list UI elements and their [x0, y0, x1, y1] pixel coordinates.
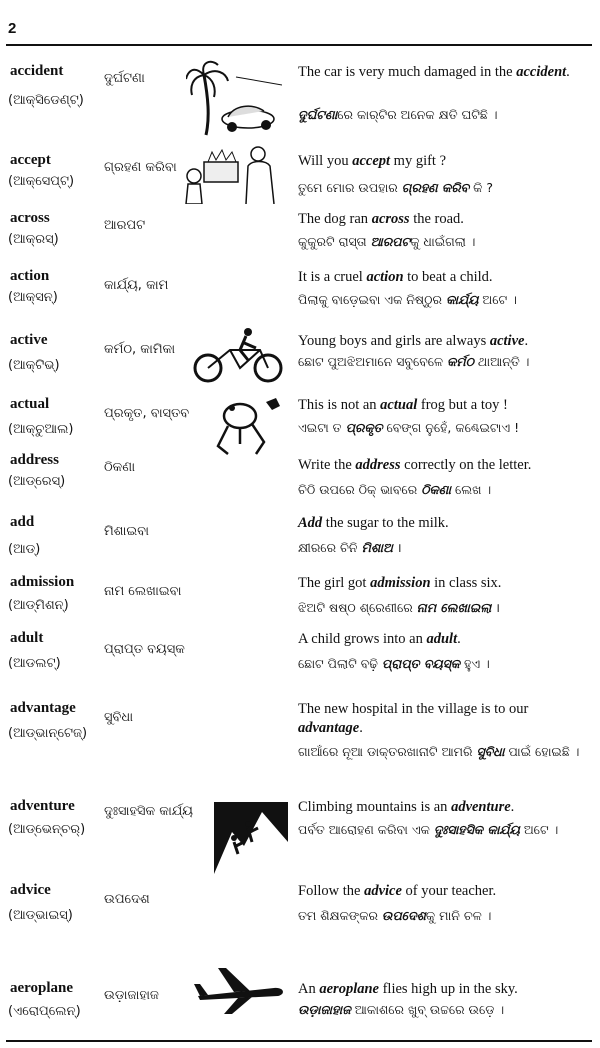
odia-meaning: ସୁବିଧା: [104, 710, 134, 725]
odia-example: ଛୋଟ ପିଲାଟି ବଢ଼ି ପ୍ରାପ୍ତ ବୟସ୍କ ହୁଏ ।: [298, 656, 490, 671]
odia-keyword: ଠିକଣା: [421, 482, 452, 497]
odia-meaning: ନାମ ଲେଖାଇବା: [104, 584, 182, 599]
keyword: Add: [298, 515, 323, 531]
keyword: actual: [380, 397, 418, 413]
odia-example: ଗାଆଁରେ ନୂଆ ଡାକ୍ତରଖାନାଟି ଆମରି ସୁବିଧା ପାଇଁ ହୋଇଛି ।: [298, 744, 580, 759]
headword: across: [10, 210, 50, 226]
pronunciation: (ଆକ୍‌ସେପ୍ଟ୍): [8, 174, 75, 189]
english-example: It is a cruel action to beat a child.: [298, 269, 493, 285]
odia-keyword: ଗ୍ରହଣ କରିବ: [401, 180, 470, 195]
odia-example: ତୁମେ ମୋର ଉପହାର ଗ୍ରହଣ କରିବ କି ?: [298, 180, 493, 195]
headword: adult: [10, 630, 44, 646]
english-example: Will you accept my gift ?: [298, 153, 447, 169]
odia-meaning: କାର୍ଯ୍ୟ, କାମ: [104, 278, 169, 293]
gift-giving-icon: [182, 146, 282, 204]
keyword: advice: [364, 883, 402, 899]
odia-meaning: ଗ୍ରହଣ କରିବା: [104, 160, 177, 175]
odia-keyword: ଉପଦେଶ: [381, 908, 426, 923]
odia-keyword: ଦୁର୍ଘଟଣା: [298, 107, 338, 122]
pronunciation: (ଆକ୍‌ସନ୍): [8, 290, 58, 305]
odia-example: ଦୁର୍ଘଟଣାରେ କାର୍‌ଟିର ଅନେକ କ୍ଷତି ଘଟିଛି ।: [298, 107, 498, 122]
headword: action: [10, 268, 50, 284]
odia-meaning: ପ୍ରକୃତ, ବାସ୍ତବ: [104, 406, 190, 421]
headword: accept: [10, 152, 51, 168]
english-example: The car is very much damaged in the accident.: [298, 64, 570, 80]
english-example: This is not an actual frog but a toy !: [298, 397, 508, 413]
odia-keyword: ଉଡ଼ାଜାହାଜ: [298, 1002, 351, 1017]
english-example: Follow the advice of your teacher.: [298, 883, 497, 899]
english-example: Write the address correctly on the letter.: [298, 457, 532, 473]
keyword: accept: [352, 153, 391, 169]
pronunciation: (ଆଡ୍‌ମିଶନ୍): [8, 598, 69, 613]
pronunciation: (ଆଡ୍‌ଭେନ୍‌ଚର୍): [8, 822, 86, 837]
pronunciation: (ଆଡ୍‌ଭାଇସ୍): [8, 908, 73, 923]
pronunciation: (ଆଡ୍‌ଭାନ୍‌ଟେଜ୍): [8, 726, 88, 741]
odia-example: କୁକୁରଟି ରାସ୍ତା ଆରପଟକୁ ଧାଇଁଗଲା ।: [298, 234, 476, 249]
aeroplane-icon: [194, 966, 288, 1016]
odia-example: ପିଲାକୁ ବାଡ଼େଇବା ଏକ ନିଷ୍ଠୁର କାର୍ଯ୍ୟ ଅଟେ ।: [298, 292, 517, 307]
keyword: aeroplane: [319, 981, 379, 997]
odia-keyword: ପ୍ରକୃତ: [345, 420, 383, 435]
english-example: A child grows into an adult.: [298, 631, 461, 647]
keyword: adult: [426, 631, 458, 647]
odia-example: ଏଇଟା ତ ପ୍ରକୃତ ବେଙ୍ଗ ନୁହେଁ, କଣ୍ଢେଇଟାଏ !: [298, 420, 520, 435]
pronunciation: (ଆକ୍ଟିଭ୍): [8, 358, 60, 373]
pronunciation: (ଆଡଲଟ୍): [8, 656, 61, 671]
toy-frog-icon: [210, 394, 284, 460]
odia-meaning: ଉଡ଼ାଜାହାଜ: [104, 988, 159, 1003]
keyword: admission: [370, 575, 431, 591]
english-example: Add the sugar to the milk.: [298, 515, 449, 531]
headword: actual: [10, 396, 50, 412]
odia-example: ଉଡ଼ାଜାହାଜ ଆକାଶରେ ଖୁବ୍ ଉଚ୍ଚରେ ଉଡ଼େ ।: [298, 1002, 505, 1017]
odia-keyword: ମିଶାଅ: [361, 540, 393, 555]
cyclist-icon: [190, 328, 286, 384]
palm-tree-car-icon: [186, 57, 282, 137]
english-example: The dog ran across the road.: [298, 211, 464, 227]
pronunciation: (ଆକ୍ସିଡେଣ୍ଟ୍): [8, 93, 84, 108]
english-example: Climbing mountains is an adventure.: [298, 799, 515, 815]
odia-example: ଚିଠି ଉପରେ ଠିକ୍ ଭାବରେ ଠିକଣା ଲେଖ ।: [298, 482, 492, 497]
pronunciation: (ଆକ୍ରସ୍): [8, 232, 59, 247]
odia-meaning: ଆରପଟ: [104, 218, 146, 233]
headword: advice: [10, 882, 51, 898]
odia-example: ଝିଅଟି ଷଷ୍ଠ ଶ୍ରେଣୀରେ ନାମ ଲେଖାଇଲା ।: [298, 600, 500, 615]
odia-meaning: କର୍ମଠ, କାମିକା: [104, 342, 176, 357]
bottom-rule: [6, 1040, 592, 1042]
odia-meaning: ମିଶାଇବା: [104, 524, 150, 539]
odia-keyword: ପ୍ରାପ୍ତ ବୟସ୍କ: [381, 656, 461, 671]
keyword: action: [366, 269, 404, 285]
top-rule: [6, 44, 592, 46]
keyword: advantage: [298, 720, 360, 736]
odia-keyword: ଦୁଃସାହସିକ କାର୍ଯ୍ୟ: [433, 822, 520, 837]
pronunciation: (ଏରୋପ୍ଲେନ୍): [8, 1004, 81, 1019]
odia-keyword: ନାମ ଲେଖାଇଲା: [416, 600, 492, 615]
page-number: 2: [8, 20, 17, 37]
odia-example: ଛୋଟ ପୁଅଝିଅମାନେ ସବୁବେଳେ କର୍ମଠ ଥାଆନ୍ତି ।: [298, 354, 530, 369]
keyword: address: [355, 457, 401, 473]
odia-meaning: ଠିକଣା: [104, 460, 136, 475]
odia-meaning: ଦୁଃସାହସିକ କାର୍ଯ୍ୟ: [104, 804, 194, 819]
odia-example: ତମ ଶିକ୍ଷକଙ୍କର ଉପଦେଶକୁ ମାନି ଚଳ ।: [298, 908, 492, 923]
odia-example: କ୍ଷୀରରେ ଚିନି ମିଶାଅ ।: [298, 540, 402, 555]
headword: aeroplane: [10, 980, 74, 996]
odia-keyword: କାର୍ଯ୍ୟ: [445, 292, 479, 307]
keyword: accident: [516, 64, 567, 80]
odia-example: ପର୍ବତ ଆରୋହଣ କରିବା ଏକ ଦୁଃସାହସିକ କାର୍ଯ୍ୟ ଅଟେ ।: [298, 822, 559, 837]
odia-keyword: ଆରପଟ: [370, 234, 411, 249]
english-example: An aeroplane flies high up in the sky.: [298, 981, 518, 997]
headword: accident: [10, 63, 64, 79]
pronunciation: (ଆକ୍‌ଚୁଆଲ): [8, 422, 74, 437]
english-example: The new hospital in the village is to our advantage.: [298, 701, 529, 736]
keyword: active: [489, 333, 525, 349]
pronunciation: (ଆଡ୍ରେସ୍): [8, 474, 66, 489]
pronunciation: (ଆଡ୍): [8, 542, 41, 557]
mountain-climbers-icon: [214, 802, 288, 874]
odia-meaning: ଦୁର୍ଘଟଣା: [104, 71, 145, 86]
headword: advantage: [10, 700, 76, 716]
keyword: across: [371, 211, 410, 227]
headword: add: [10, 514, 35, 530]
odia-keyword: କର୍ମଠ: [447, 354, 474, 369]
headword: address: [10, 452, 59, 468]
odia-meaning: ଉପଦେଶ: [104, 892, 150, 907]
headword: active: [10, 332, 48, 348]
english-example: Young boys and girls are always active.: [298, 333, 529, 349]
odia-meaning: ପ୍ରାପ୍ତ ବୟସ୍କ: [104, 642, 185, 657]
headword: admission: [10, 574, 75, 590]
headword: adventure: [10, 798, 75, 814]
keyword: adventure: [451, 799, 511, 815]
odia-keyword: ସୁବିଧା: [476, 744, 505, 759]
english-example: The girl got admission in class six.: [298, 575, 502, 591]
